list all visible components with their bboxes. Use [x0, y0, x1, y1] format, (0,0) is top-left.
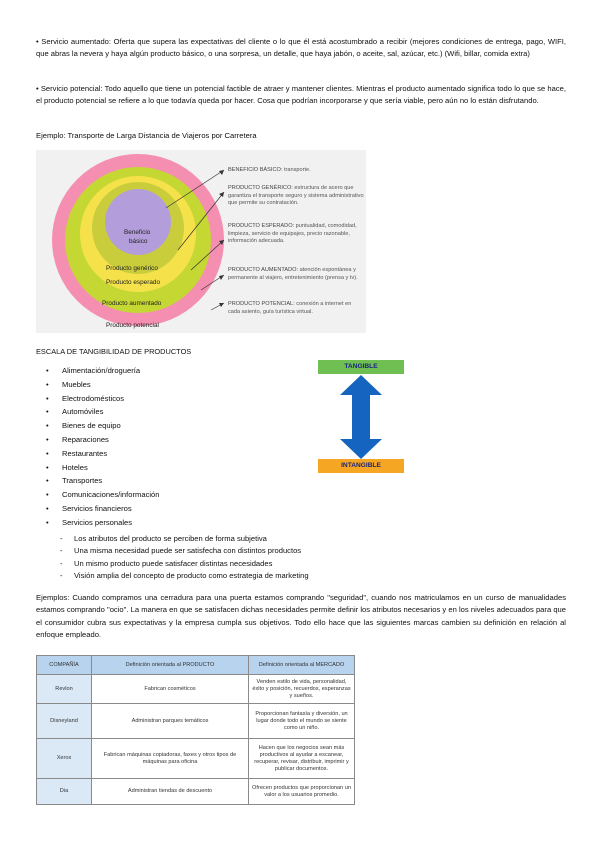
- table-row: [37, 739, 355, 779]
- cell-product-def: Fabrican cosméticos: [92, 675, 249, 704]
- table-header-row: [37, 656, 355, 675]
- list-item: • Hoteles: [46, 461, 160, 475]
- desc-producto-potencial: PRODUCTO POTENCIAL: conexión a internet en cada asiento, guía turística virtual.: [228, 301, 352, 315]
- list-item: - Los atributos del producto se perciben de forma subjetiva: [60, 533, 309, 545]
- cell-product-def: Administran parques temáticos: [92, 704, 249, 739]
- cell-company: Xerox: [37, 739, 92, 779]
- product-levels-diagram: [36, 150, 366, 333]
- list-item: - Una misma necesidad puede ser satisfecha con distintos productos: [60, 545, 309, 557]
- list-item: • Reparaciones: [46, 433, 160, 447]
- example-title: Ejemplo: Transporte de Larga Distancia de Viajeros por Carretera: [36, 131, 257, 140]
- desc-producto-aumentado: PRODUCTO AUMENTADO: atención espontánea y permanente al viajero, entretenimiento (prensa y tv).: [228, 267, 358, 281]
- desc-beneficio-basico: BENEFICIO BÁSICO: transporte.: [228, 167, 311, 173]
- cell-market-def: Proporcionan fantasía y diversión, un lugar donde todo el mundo se siente como un niño.: [249, 704, 355, 739]
- cell-company: Dia: [37, 779, 92, 805]
- list-item: • Muebles: [46, 378, 160, 392]
- paragraph-servicio-potencial: • Servicio potencial: Todo aquello que tiene un potencial factible de atraer y mantener clientes. Mientras el producto aumentado significa todo lo que se hace, el producto potencial se refiere a lo que todavía queda por hacer. Cosa que podrían incorporarse y que sería viable, pero aún no lo están disfrutando.: [36, 84, 566, 106]
- label-generico: Producto genérico: [106, 265, 158, 272]
- paragraph-ejemplos: Ejemplos: Cuando compramos una cerradura para una puerta estamos comprando "seguridad", cuando nos matriculamos en un curso de manualidades estamos comprando "ocio". La manera en que se satisfacen dichas necesidades permite definir los atributos necesarios y en los niveles adecuados para que el consumidor cubra sus expectativas y la empresa cumpla sus objetivos. Todo ello hace que las siguientes marcas cambien su definición en relación al enfoque empleado.: [36, 593, 566, 640]
- cell-product-def: Administran tiendas de descuento: [92, 779, 249, 805]
- label-potencial: Producto potencial: [106, 322, 159, 329]
- list-item: • Automóviles: [46, 405, 160, 419]
- header-mercado: Definición orientada al MERCADO: [249, 656, 355, 675]
- tangibility-list: [46, 364, 160, 530]
- header-producto: Definición orientada al PRODUCTO: [92, 656, 249, 675]
- table-row: [37, 704, 355, 739]
- definitions-table: [36, 655, 355, 805]
- list-item: • Electrodomésticos: [46, 392, 160, 406]
- circle-basico: [105, 189, 171, 255]
- product-notes-list: [60, 533, 309, 583]
- cell-product-def: Fabrican máquinas copiadoras, faxes y otros tipos de máquinas para oficina: [92, 739, 249, 779]
- double-arrow-icon: [338, 375, 384, 459]
- tangible-label: TANGIBLE: [318, 360, 404, 374]
- cell-company: Disneyland: [37, 704, 92, 739]
- label-aumentado: Producto aumentado: [102, 300, 162, 307]
- list-item: • Servicios personales: [46, 516, 160, 530]
- label-basico: básico: [129, 238, 148, 245]
- desc-producto-generico: PRODUCTO GENÉRICO: estructura de acero que garantiza el transporte seguro y sistema administrativo que permite su contratación.: [228, 185, 364, 207]
- cell-company: Revlon: [37, 675, 92, 704]
- list-item: - Un mismo producto puede satisfacer distintas necesidades: [60, 558, 309, 570]
- list-item: • Servicios financieros: [46, 502, 160, 516]
- desc-producto-esperado: PRODUCTO ESPERADO: puntualidad, comodidad, limpieza, servicio de equipajes, precio razonable, información adecuada.: [228, 223, 357, 245]
- cell-market-def: Ofrecen productos que proporcionan un valor a los usuarios promedio.: [249, 779, 355, 805]
- table-row: [37, 779, 355, 805]
- list-item: • Alimentación/droguería: [46, 364, 160, 378]
- list-item: - Visión amplia del concepto de producto como estrategia de marketing: [60, 570, 309, 582]
- list-item: • Restaurantes: [46, 447, 160, 461]
- cell-market-def: Venden estilo de vida, personalidad, éxito y posición, recuerdos, esperanzas y sueños.: [249, 675, 355, 704]
- list-item: • Comunicaciones/información: [46, 488, 160, 502]
- paragraph-servicio-aumentado: • Servicio aumentado: Oferta que supera las expectativas del cliente o lo que él está acostumbrado a recibir (mejores condiciones de entrega, pago, WIFI, que abras la nevera y haya algún producto básico, o una sorpresa, un detalle, que haya jabón, o aceite, sal, azúcar, etc.) (Wifi, billar, comida extra): [36, 37, 566, 59]
- list-item: • Bienes de equipo: [46, 419, 160, 433]
- label-beneficio: Beneficio: [124, 229, 151, 236]
- scale-title: ESCALA DE TANGIBILIDAD DE PRODUCTOS: [36, 347, 192, 356]
- intangible-label: INTANGIBLE: [318, 459, 404, 473]
- cell-market-def: Hacen que los negocios sean más productivos al ayudar a escanear, recuperar, revisar, distribuir, imprimir y publicar documentos.: [249, 739, 355, 779]
- table-row: [37, 675, 355, 704]
- list-item: • Transportes: [46, 474, 160, 488]
- header-compania: COMPAÑÍA: [37, 656, 92, 675]
- label-esperado: Producto esperado: [106, 279, 161, 286]
